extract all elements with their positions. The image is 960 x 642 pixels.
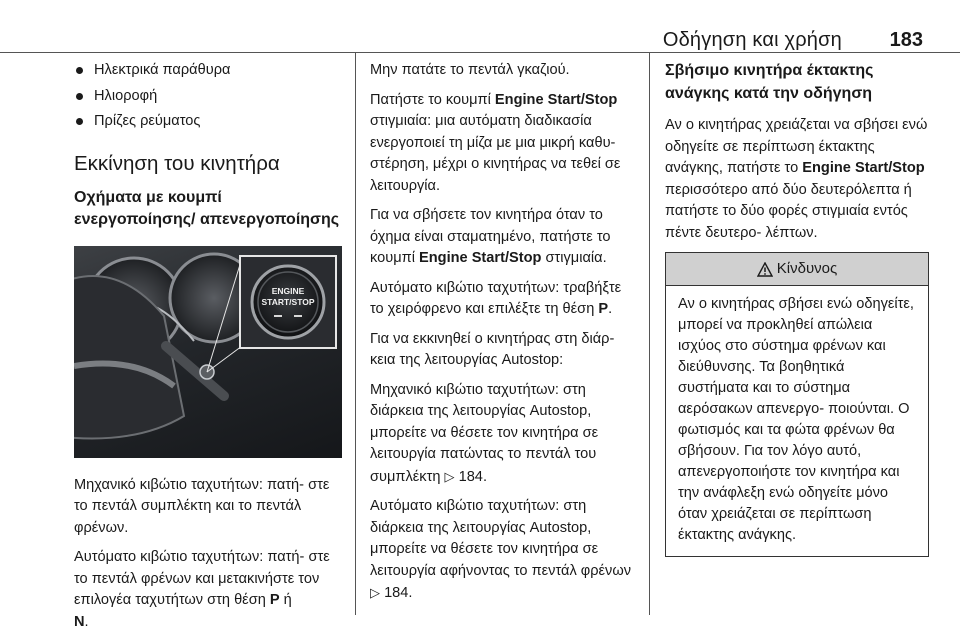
list-item: Ηλιοροφή: [74, 86, 342, 108]
danger-box-header: [666, 253, 928, 286]
paragraph: Μην πατάτε το πεντάλ γκαζιού.: [370, 62, 570, 78]
section-heading: Εκκίνηση του κινητήρα: [74, 151, 280, 175]
section-title: Οδήγηση και χρήση: [662, 29, 842, 51]
page-reference-link[interactable]: 184: [384, 585, 409, 601]
paragraph: Για να σβήσετε τον κινητήρα όταν το όχημα είναι σταματημένο, πατήστε το κουμπί Engine Start/Stop στιγμιαία.: [370, 207, 611, 266]
button-name: Engine Start/Stop: [802, 160, 925, 176]
page-number: 183: [889, 29, 923, 51]
paragraph: Αυτόματο κιβώτιο ταχυτήτων: τραβήξτε το χειρόφρενο και επιλέξτε τη θέση P.: [370, 279, 622, 317]
button-name: Engine Start/Stop: [494, 91, 618, 108]
danger-box: [665, 252, 929, 557]
paragraph: Αν ο κινητήρας χρειάζεται να σβήσει ενώ οδηγείτε σε περίπτωση έκτακτης ανάγκης, πατήστε το Engine Start/Stop περισσότερο από δύο δευτερόλεπτα ή πατήστε το δύο φορές στιγμιαία εντός πέντε δευτερο- λέπτων.: [665, 117, 928, 241]
automatic-transmission-text: Αυτόματο κιβώτιο ταχυτήτων: πατή- στε το πεντάλ φρένων και μετακινήστε τον επιλογέα ταχυτήτων στη θέση P ή N.: [74, 549, 330, 630]
emergency-stop-heading: Σβήσιμο κινητήρα έκτακτης ανάγκης κατά την οδήγηση: [665, 62, 874, 102]
danger-text: Αν ο κινητήρας σβήσει ενώ οδηγείτε, μπορεί να προκληθεί απώλεια ισχύος στο σύστημα φρένων και διεύθυνσης. Τα βοηθητικά συστήματα και το σύστημα αερόσακων απενεργο- ποιούνται. Ο φωτισμός και τα φώτα φρένων θα σβήσουν. Για τον λόγο αυτό, απενεργοποιήστε τον κινητήρα και την ανάφλεξη ενώ οδηγείτε μόνο όταν χρειάζεται σε περίπτωση έκτακτης ανάγκης.: [678, 296, 914, 543]
warning-icon: [757, 262, 773, 277]
paragraph: Αυτόματο κιβώτιο ταχυτήτων: στη διάρκεια της λειτουργίας Autostop, μπορείτε να θέσετε τον κινητήρα σε λειτουργία αφήνοντας το πεντάλ φρένων ▷ 184.: [370, 498, 632, 601]
feature-list: [74, 60, 342, 133]
paragraph: Για να εκκινηθεί ο κινητήρας στη διάρ- κεια της λειτουργίας Autostop:: [370, 330, 615, 368]
dashboard-photo: [74, 246, 342, 458]
header-rule: [0, 52, 960, 53]
list-item: Πρίζες ρεύματος: [74, 111, 342, 133]
subsection-heading: Οχήματα με κουμπί ενεργοποίησης/ απενεργοποίησης: [74, 188, 340, 228]
column-1: [74, 60, 342, 641]
page-reference-link[interactable]: 184: [458, 468, 483, 485]
paragraph: Μηχανικό κιβώτιο ταχυτήτων: στη διάρκεια της λειτουργίας Autostop, μπορείτε να θέσετε τον κινητήρα σε λειτουργία πατώντας το πεντάλ του συμπλέκτη ▷ 184.: [370, 381, 599, 485]
paragraph: Πατήστε το κουμπί Engine Start/Stop στιγμιαία: μια αυτόματη διαδικασία ενεργοποιεί τη μίζα με μια μικρή καθυ- στέρηση, μέχρι ο κινητήρας να τεθεί σε λειτουργία.: [370, 91, 621, 194]
column-divider-1: [355, 52, 356, 615]
column-3: [665, 60, 930, 557]
image-button-label-2: START/STOP: [261, 296, 315, 307]
image-button-label-1: ENGINE: [271, 285, 305, 296]
dashboard-illustration: [74, 246, 342, 458]
button-name: Engine Start/Stop: [419, 250, 542, 266]
danger-title: Κίνδυνος: [776, 260, 838, 278]
page-ref-icon: ▷: [444, 468, 455, 484]
page-ref-icon: ▷: [370, 585, 380, 600]
column-2: [370, 60, 634, 613]
manual-transmission-text: Μηχανικό κιβώτιο ταχυτήτων: πατή- στε το πεντάλ συμπλέκτη και το πεντάλ φρένων.: [74, 476, 330, 536]
column-divider-2: [649, 52, 650, 615]
list-item: Ηλεκτρικά παράθυρα: [74, 60, 342, 82]
page-header: [0, 14, 960, 54]
